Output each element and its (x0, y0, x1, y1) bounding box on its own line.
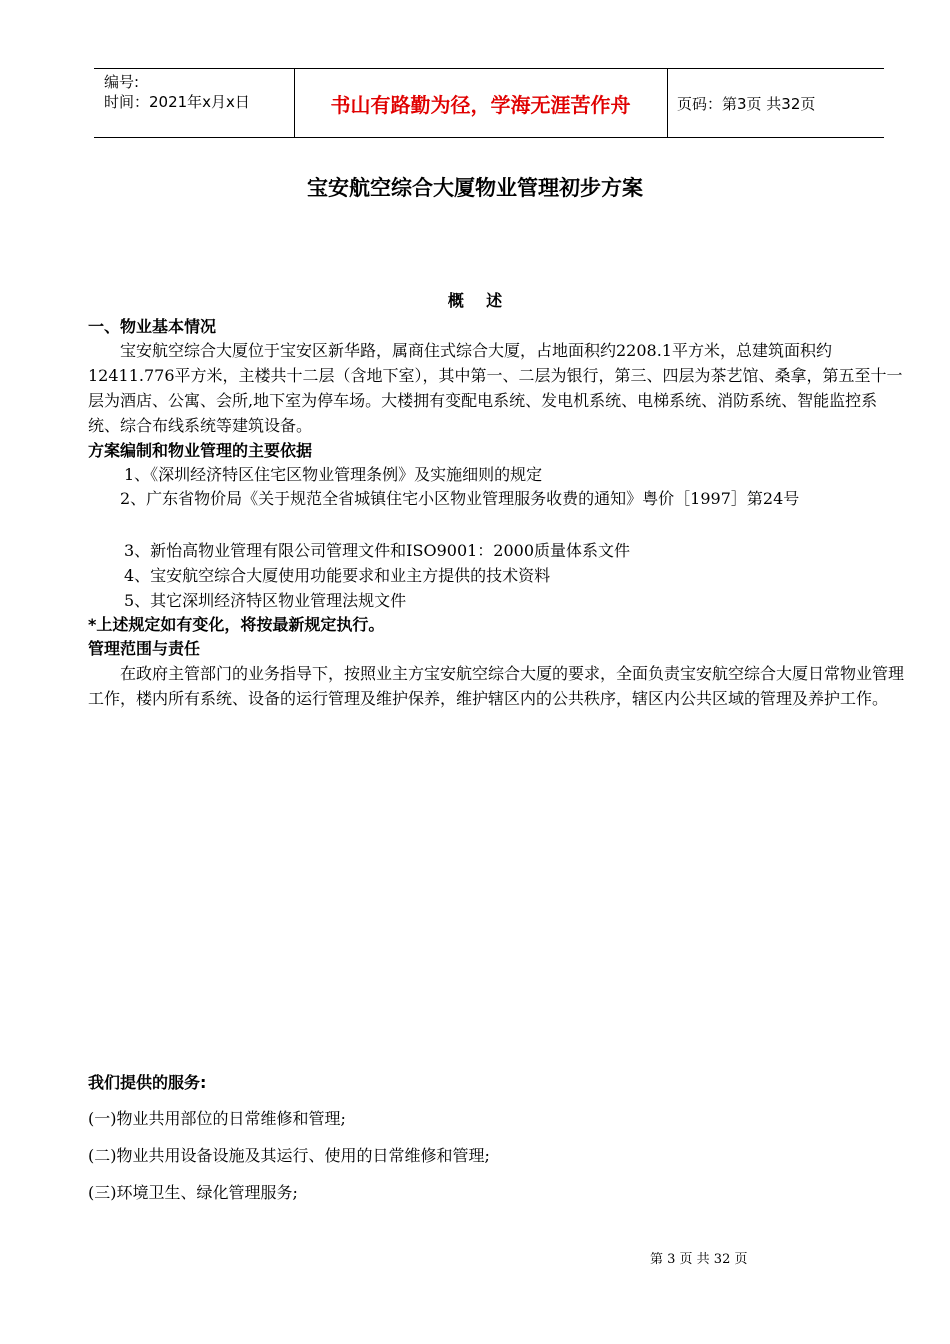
service-item-2: (二)物业共用设备设施及其运行、使用的日常维修和管理; (88, 1146, 490, 1165)
basis-item-2: 2、广东省物价局《关于规范全省城镇住宅小区物业管理服务收费的通知》粤价［1997］第24号 (120, 489, 800, 508)
number-label: 编号: (104, 73, 140, 91)
overview-title: 概 述 (447, 291, 503, 310)
basis-item-1: 1、《深圳经济特区住宅区物业管理条例》及实施细则的规定 (124, 465, 543, 484)
basis-item-4: 4、宝安航空综合大厦使用功能要求和业主方提供的技术资料 (124, 566, 551, 585)
header-motto: 书山有路勤为径，学海无涯苦作舟 (294, 69, 668, 137)
section1-heading: 一、物业基本情况 (88, 317, 217, 336)
service-item-3: (三)环境卫生、绿化管理服务; (88, 1183, 298, 1202)
time-label: 时间：2021年x月x日 (104, 93, 250, 111)
service-item-1: (一)物业共用部位的日常维修和管理; (88, 1109, 346, 1128)
page-header (94, 68, 884, 138)
basis-item-3: 3、新怡高物业管理有限公司管理文件和ISO9001：2000质量体系文件 (124, 541, 631, 560)
page-footer: 第 3 页 共 32 页 (650, 1252, 748, 1267)
section1-paragraph: 宝安航空综合大厦位于宝安区新华路，属商住式综合大厦，占地面积约2208.1平方米，总建筑面积约12411.776平方米，主楼共十二层（含地下室），其中第一、二层为银行，第三、四层为茶艺馆、桑拿，第五至十一层为酒店、公寓、会所,地下室为停车场。大楼拥有变配电系统、发电机系统、电梯系统、消防系统、智能监控系统、综合布线系统等建筑设备。 (88, 341, 903, 435)
services-heading: 我们提供的服务: (88, 1073, 207, 1092)
basis-item-5: 5、其它深圳经济特区物业管理法规文件 (124, 591, 407, 610)
section3-paragraph: 在政府主管部门的业务指导下，按照业主方宝安航空综合大厦的要求，全面负责宝安航空综合大厦日常物业管理工作，楼内所有系统、设备的运行管理及维护保养，维护辖区内的公共秩序，辖区内公共区域的管理及养护工作。 (88, 664, 905, 708)
document-title: 宝安航空综合大厦物业管理初步方案 (307, 176, 643, 200)
section3-heading: 管理范围与责任 (88, 639, 201, 658)
basis-note: *上述规定如有变化，将按最新规定执行。 (88, 615, 385, 634)
header-page-label: 页码：第3页 共32页 (677, 94, 816, 113)
header-meta (94, 69, 295, 137)
section2-heading: 方案编制和物业管理的主要依据 (88, 441, 313, 460)
